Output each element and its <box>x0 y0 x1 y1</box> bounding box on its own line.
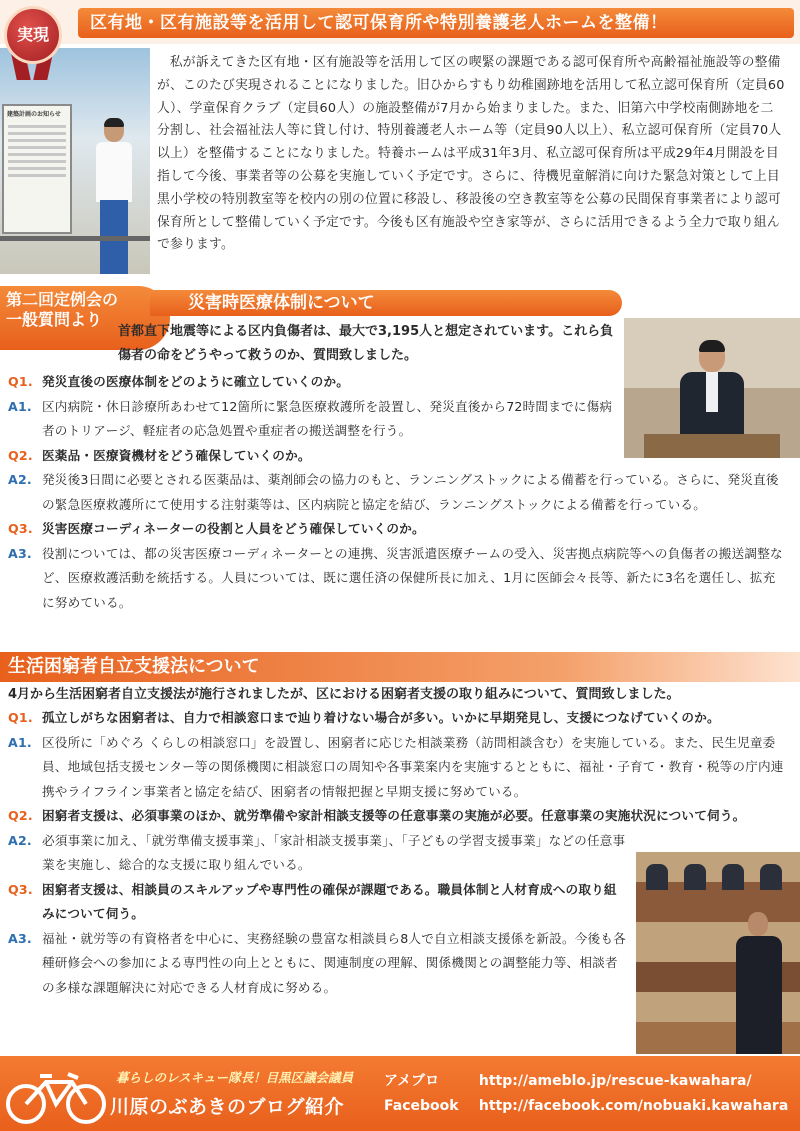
qa-item <box>8 468 788 517</box>
answer-label: A1. <box>8 398 32 414</box>
blog-introduction-title: 川原のぶあきのブログ紹介 <box>110 1096 345 1118</box>
question-label: Q2. <box>8 808 33 823</box>
ameblo-url[interactable]: http://ameblo.jp/rescue-kawahara/ <box>478 1073 752 1089</box>
section3-lead: 4月から生活困窮者自立支援法が施行されましたが、区における困窮者支援の取り組みについて、質問致しました。 <box>8 687 680 702</box>
section1-body: 私が訴えてきた区有地・区有施設等を活用して区の喫緊の課題である認可保育所や高齢福祉施設等の整備が、このたび実現されることになりました。旧ひからすもり幼稚園跡地を活用して私立認可保育所（定員60人）、学童保育クラブ（定員60人）の施設整備が7月から始まりました。また、旧第六中学校南側跡地を二分割し、社会福祉法人等に貸し付け、特別養護老人ホーム等（定員90人以上）、私立認可保育所（定員70人以上）を整備することになりました。特養ホームは平成31年3月、私立認可保育所は平成29年4月開設を目指して今後、事業者等の公募を実施していく予定です。さらに、待機児童解消に向けた緊急対策として上目黒小学校の特別教室等を校内の別の位置に移設し、移設後の空き教室等を公募の民間保育事業者により認可保育所として整備していく予定です。今後も区有施設や空き家等が、さらに活用できるよう全力で取り組んで参ります。 <box>157 55 785 253</box>
question-label: Q1. <box>8 710 33 725</box>
answer-text: 福祉・就労等の有資格者を中心に、実務経験の豊富な相談員ら8人で自立相談支援係を新設。今後も各種研修会への参加による専門性の向上とともに、関連制度の理解、関係機関との調整能力等、相談者の多様な課題解決に対応できる人材育成に努める。 <box>42 930 626 995</box>
qa-item <box>8 542 788 616</box>
qa-item <box>8 829 628 878</box>
qa-item <box>8 878 628 927</box>
qa-item <box>8 706 788 731</box>
answer-label: A1. <box>8 734 32 750</box>
question-label: Q3. <box>8 881 33 897</box>
answer-label: A3. <box>8 930 32 946</box>
blog-footer <box>0 1056 800 1131</box>
session-tab-line2: 一般質問より <box>6 310 103 329</box>
question-text: 孤立しがちな困窮者は、自力で相談窓口まで辿り着けない場合が多い。いかに早期発見し、支援につなげていくのか。 <box>42 710 720 725</box>
answer-label: A3. <box>8 545 32 561</box>
footer-tagline: 暮らしのレスキュー隊長！目黒区議会議員 <box>116 1070 354 1085</box>
assembly-hall-photo <box>636 852 800 1054</box>
qa-item <box>8 927 628 1001</box>
answer-text: 区内病院・休日診療所あわせて12箇所に緊急医療救護所を設置し、発災直後から72時間までに傷病者のトリアージ、軽症者の応急処置や重症者の搬送調整を行う。 <box>42 398 613 438</box>
facebook-label: Facebook <box>384 1098 459 1114</box>
ameblo-label: アメブロ <box>384 1073 440 1089</box>
question-text: 困窮者支援は、相談員のスキルアップや専門性の確保が課題である。職員体制と人材育成への取り組みについて伺う。 <box>42 881 617 921</box>
question-text: 災害医療コーディネーターの役割と人員をどう確保していくのか。 <box>42 521 425 536</box>
question-label: Q2. <box>8 447 33 463</box>
councilor-figure <box>94 118 134 274</box>
achievement-badge: 実現 <box>4 6 62 64</box>
section2-lead: 首都直下地震等による区内負傷者は、最大で3,195人と想定されています。これら負傷者の命をどうやって救うのか、質問致しました。 <box>118 324 614 363</box>
question-text: 困窮者支援は、必須事業のほか、就労準備や家計相談支援等の任意事業の実施が必要。任意事業の実施状況について伺う。 <box>42 808 746 823</box>
sign-title: 建築計画のお知らせ <box>7 111 61 118</box>
construction-notice-sign <box>2 104 72 234</box>
construction-site-photo <box>0 48 150 274</box>
answer-text: 必須事業に加え、「就労準備支援事業」、「家計相談支援事業」、「子どもの学習支援事業」などの任意事業を実施し、総合的な支援に取り組んでいる。 <box>42 832 626 872</box>
section3-title: 生活困窮者自立支援法について <box>0 652 800 682</box>
answer-label: A2. <box>8 472 32 487</box>
qa-item <box>8 517 788 542</box>
qa-item <box>8 731 788 805</box>
answer-text: 役割については、都の災害医療コーディネーターとの連携、災害派遣医療チームの受入、災害拠点病院等への負傷者の搬送調整など、医療救護活動を統括する。人員については、既に選任済の保健所長に加え、1月に医師会々長等、新たに3名を選任し、拡充に努めている。 <box>42 545 783 610</box>
answer-text: 発災後3日間に必要とされる医薬品は、薬剤師会の協力のもと、ランニングストックによる備蓄を行っている。さらに、発災直後の緊急医療救護所にて使用する注射薬等は、区内病院と協定を結び、ランニングストックによる備蓄を行っている。 <box>42 472 779 512</box>
ameblo-link-row[interactable] <box>384 1070 752 1090</box>
section2-qa-list <box>8 370 788 615</box>
bicycle-icon <box>4 1066 108 1126</box>
answer-text: 区役所に「めぐろ くらしの相談窓口」を設置し、困窮者に応じた相談業務（訪問相談含む）を実施している。また、民生児童委員、地域包括支援センター等の関係機関に相談窓口の周知や各事業案内を実施するとともに、福祉・子育て・教育・税等の庁内連携やライフライン事業者と協定を結び、困窮者の情報把握と早期支援に努めている。 <box>42 734 784 799</box>
facebook-link-row[interactable] <box>384 1098 788 1114</box>
qa-item <box>8 395 620 444</box>
section1-title: 区有地・区有施設等を活用して認可保育所や特別養護老人ホームを整備！ <box>78 8 794 38</box>
question-text: 発災直後の医療体制をどのように確立していくのか。 <box>42 374 350 389</box>
qa-item <box>8 444 788 469</box>
question-text: 医薬品・医療資機材をどう確保していくのか。 <box>42 447 311 463</box>
qa-item <box>8 370 620 395</box>
question-label: Q3. <box>8 521 33 536</box>
question-label: Q1. <box>8 374 33 389</box>
session-tab-line1: 第二回定例会の <box>6 290 119 309</box>
facebook-url[interactable]: http://facebook.com/nobuaki.kawahara <box>478 1098 789 1114</box>
answer-label: A2. <box>8 832 32 848</box>
qa-item <box>8 804 788 829</box>
section2-title: 災害時医療体制について <box>150 290 622 316</box>
